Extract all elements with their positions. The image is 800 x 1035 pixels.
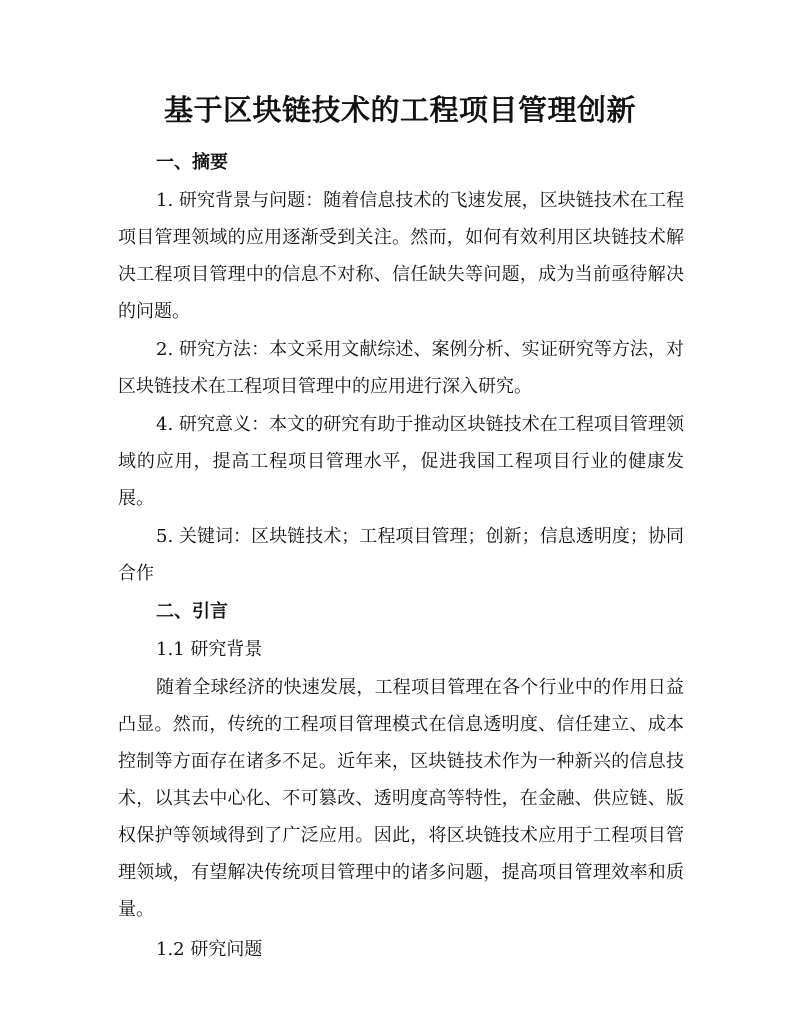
abstract-method-paragraph: 2. 研究方法：本文采用文献综述、案例分析、实证研究等方法，对区块链技术在工程项目管理中的应用进行深入研究。 <box>118 339 684 397</box>
document-body <box>118 144 684 968</box>
document-title: 基于区块链技术的工程项目管理创新 <box>163 93 636 127</box>
subheading-research-background: 1.1 研究背景 <box>156 639 263 660</box>
subheading-research-question: 1.2 研究问题 <box>156 939 263 960</box>
introduction-background-paragraph: 随着全球经济的快速发展，工程项目管理在各个行业中的作用日益凸显。然而，传统的工程项目管理模式在信息透明度、信任建立、成本控制等方面存在诸多不足。近年来，区块链技术作为一种新兴的信息技术，以其去中心化、不可篡改、透明度高等特性，在金融、供应链、版权保护等领域得到了广泛应用。因此，将区块链技术应用于工程项目管理领域，有望解决传统项目管理中的诸多问题，提高项目管理效率和质量。 <box>118 677 684 920</box>
abstract-keywords-paragraph: 5. 关键词：区块链技术；工程项目管理；创新；信息透明度；协同合作 <box>118 526 684 584</box>
section-heading-abstract: 一、摘要 <box>156 152 228 173</box>
abstract-significance-paragraph: 4. 研究意义：本文的研究有助于推动区块链技术在工程项目管理领域的应用，提高工程项目管理水平，促进我国工程项目行业的健康发展。 <box>118 414 684 509</box>
section-heading-introduction: 二、引言 <box>156 601 228 622</box>
abstract-background-paragraph: 1. 研究背景与问题：随着信息技术的飞速发展，区块链技术在工程项目管理领域的应用逐渐受到关注。然而，如何有效利用区块链技术解决工程项目管理中的信息不对称、信任缺失等问题，成为当前亟待解决的问题。 <box>118 190 684 322</box>
